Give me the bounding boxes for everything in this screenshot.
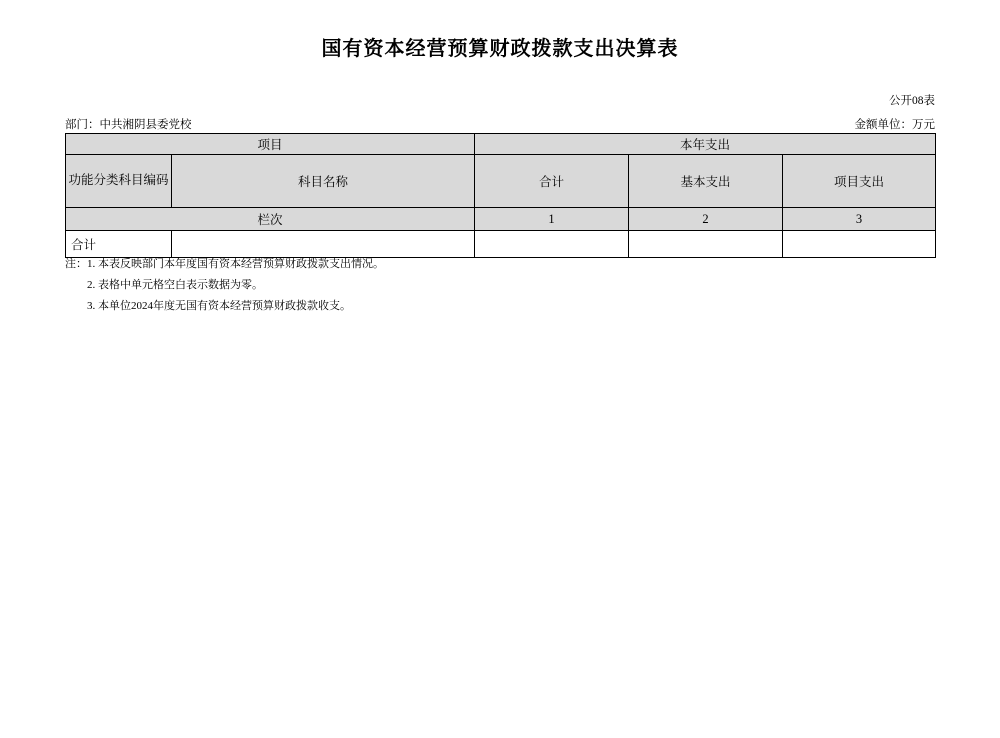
table-container [65,133,935,258]
row-total-code: 合计 [66,231,172,258]
group-header-expenditure: 本年支出 [475,134,936,155]
page-title: 国有资本经营预算财政拨款支出决算表 [321,38,679,60]
note-item-3: 3. 本单位2024年度无国有资本经营预算财政拨款收支。 [87,299,351,312]
row-basic-value [629,231,783,258]
table-column-header-row [66,155,936,208]
group-header-item: 项目 [66,134,475,155]
column-code-3: 3 [783,208,936,231]
notes-block [65,254,384,317]
column-code-label: 栏次 [66,208,475,231]
notes-label: 注： [65,258,87,270]
table-group-header-row [66,134,936,155]
note-item-1: 1. 本表反映部门本年度国有资本经营预算财政拨款支出情况。 [87,258,384,270]
col-header-project-expenditure: 项目支出 [783,155,936,208]
note-line-2 [65,275,384,296]
document-page [0,32,1000,738]
col-header-function-code: 功能分类科目编码 [66,155,172,208]
row-total-value [475,231,629,258]
col-header-subject-name: 科目名称 [172,155,475,208]
column-code-1: 1 [475,208,629,231]
col-header-total: 合计 [475,155,629,208]
column-code-2: 2 [629,208,783,231]
department-label: 部门：中共湘阴县委党校 [65,119,192,131]
table-column-code-row [66,208,936,231]
note-line-3 [65,296,384,317]
amount-unit-label: 金额单位：万元 [854,119,935,131]
meta-row [65,116,935,132]
row-project-value [783,231,936,258]
col-header-basic-expenditure: 基本支出 [629,155,783,208]
note-line-1 [65,254,384,275]
budget-table [65,133,936,258]
note-item-2: 2. 表格中单元格空白表示数据为零。 [87,278,263,291]
sheet-number: 公开08表 [889,95,935,107]
